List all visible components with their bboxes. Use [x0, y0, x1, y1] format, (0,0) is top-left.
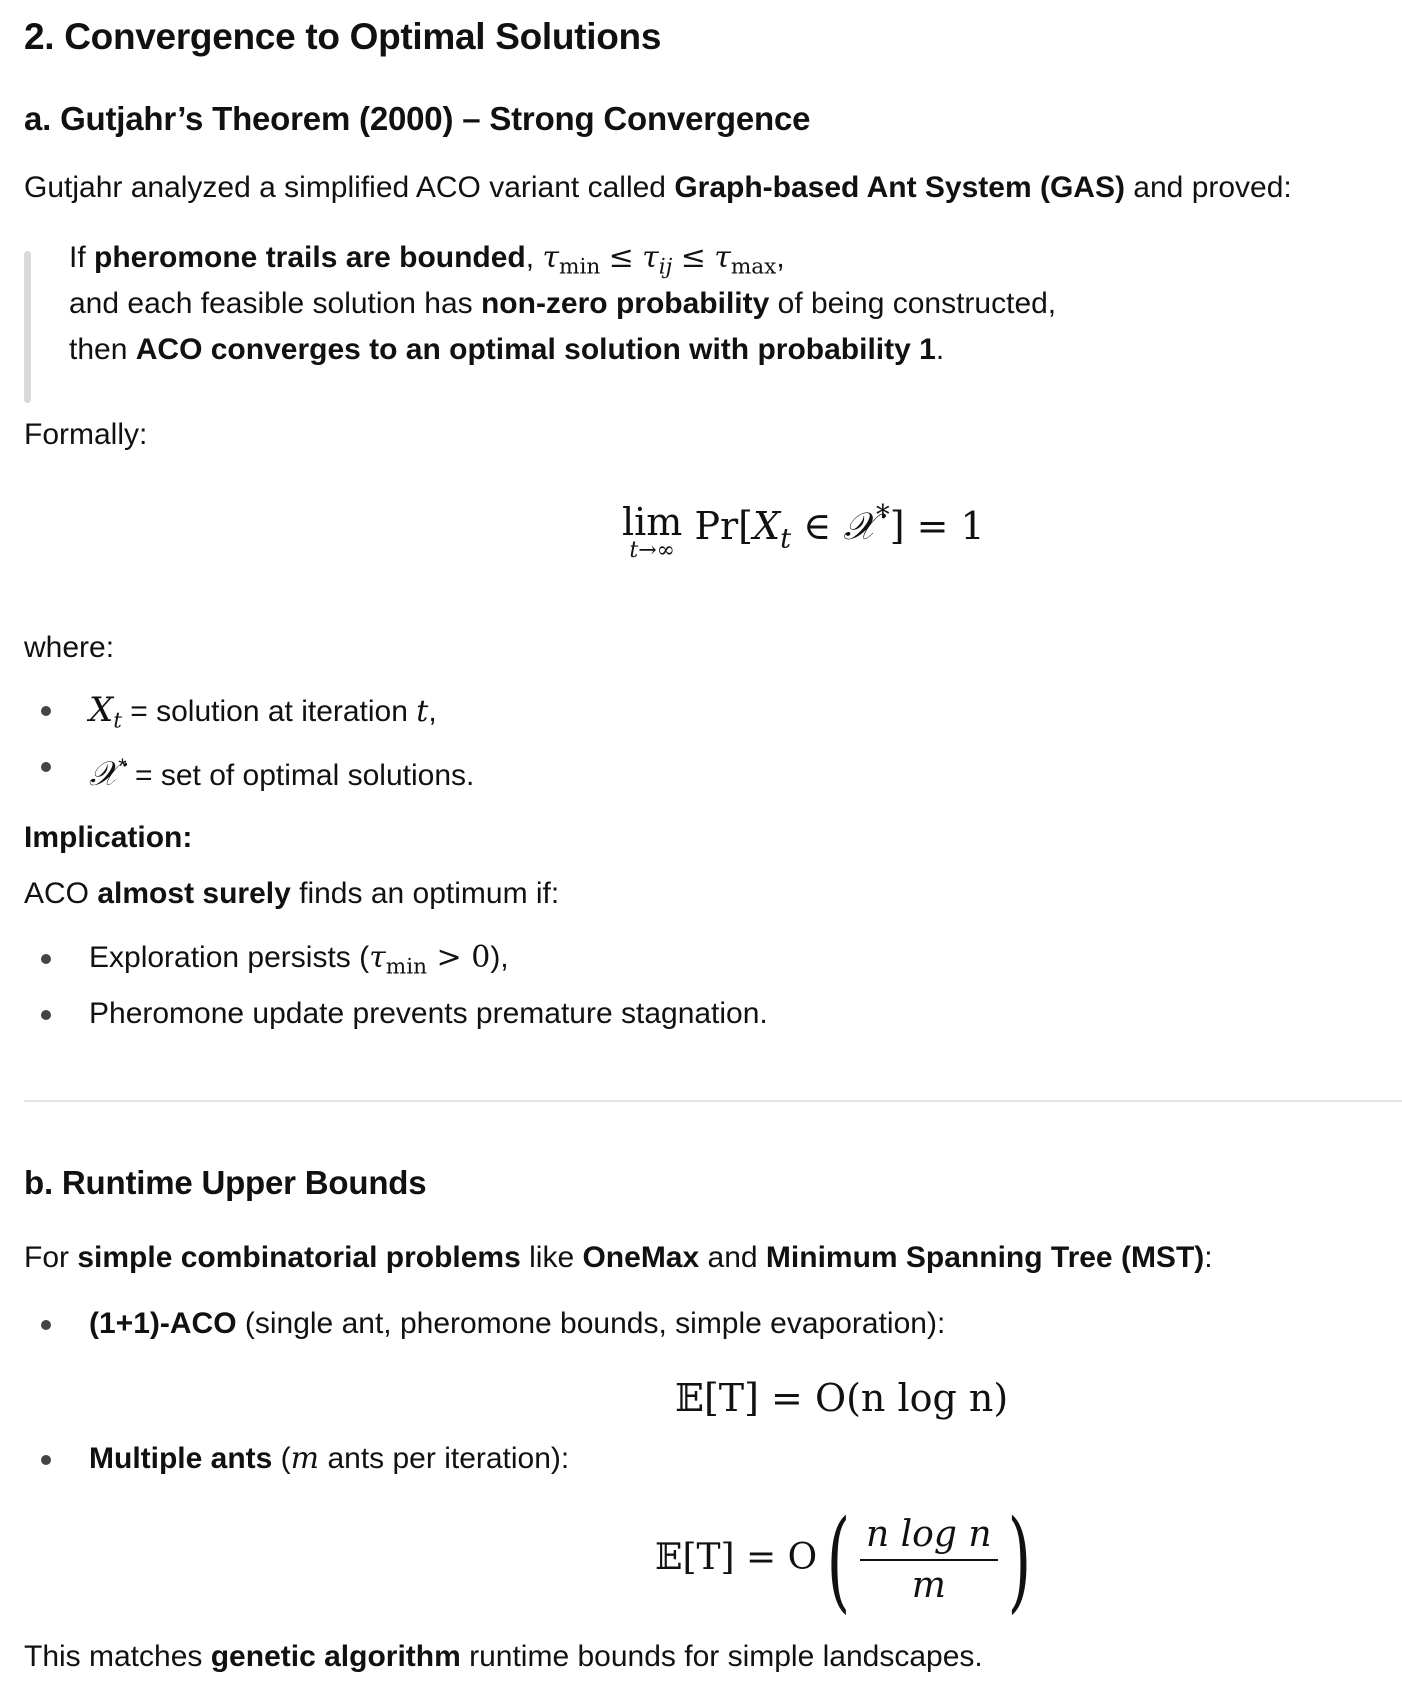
bullet-dot — [41, 1010, 51, 1020]
formally-label: Formally: — [24, 418, 148, 451]
definition-xt: $X_t$ = solution at iteration t, — [89, 690, 437, 734]
runtime-equation-2: 𝔼[T] = O( $\frac{\text{n log n}}{m}$ ) — [655, 1496, 1031, 1624]
implication-bullet-1: Exploration persists $(\tau_{min} > 0)$, — [89, 940, 509, 980]
subsection-b-intro: For simple combinatorial problems like OneMax and Minimum Spanning Tree (MST): — [24, 1241, 1213, 1274]
quote-line-1: If pheromone trails are bounded, $\tau_{min} \le \tau_{ij} \le \tau_{max}$, — [69, 240, 785, 280]
lim-operator: lim — [622, 500, 683, 544]
closing-text: This matches genetic algorithm runtime bounds for simple landscapes. — [24, 1640, 983, 1673]
subsection-a-title: a. Gutjahr’s Theorem (2000) – Strong Convergence — [24, 100, 811, 137]
section-title: 2. Convergence to Optimal Solutions — [24, 16, 662, 57]
runtime-bullet-1: (1+1)-ACO (single ant, pheromone bounds, simple evaporation): — [89, 1307, 946, 1340]
implication-title: Implication: — [24, 821, 193, 854]
implication-bullet-2: Pheromone update prevents premature stagnation. — [89, 997, 768, 1030]
bullet-dot — [41, 1455, 51, 1465]
implication-text: ACO almost surely finds an optimum if: — [24, 877, 560, 910]
bullet-dot — [41, 1320, 51, 1330]
limit-equation: lim t→∞ $Pr[X_t$ ∈ 𝒳*] = 1 — [622, 500, 985, 563]
blockquote-bar — [24, 251, 31, 403]
subsection-b-title: b. Runtime Upper Bounds — [24, 1164, 427, 1201]
definition-xstar: 𝒳* = set of optimal solutions. — [89, 753, 475, 794]
section-divider — [24, 1100, 1402, 1102]
runtime-bullet-2: Multiple ants (m ants per iteration): — [89, 1441, 570, 1476]
where-label: where: — [24, 631, 115, 664]
bullet-dot — [41, 954, 51, 964]
quote-line-3: then ACO converges to an optimal solution with probability 1. — [69, 333, 945, 366]
bullet-dot — [41, 762, 51, 772]
runtime-equation-1: 𝔼[T] = O(n log n) — [675, 1376, 1009, 1420]
bullet-dot — [41, 706, 51, 716]
lim-subscript: t→∞ — [629, 538, 675, 563]
subsection-a-intro: Gutjahr analyzed a simplified ACO variant called Graph-based Ant System (GAS) and proved: — [24, 171, 1292, 204]
quote-line-2: and each feasible solution has non-zero probability of being constructed, — [69, 287, 1057, 320]
